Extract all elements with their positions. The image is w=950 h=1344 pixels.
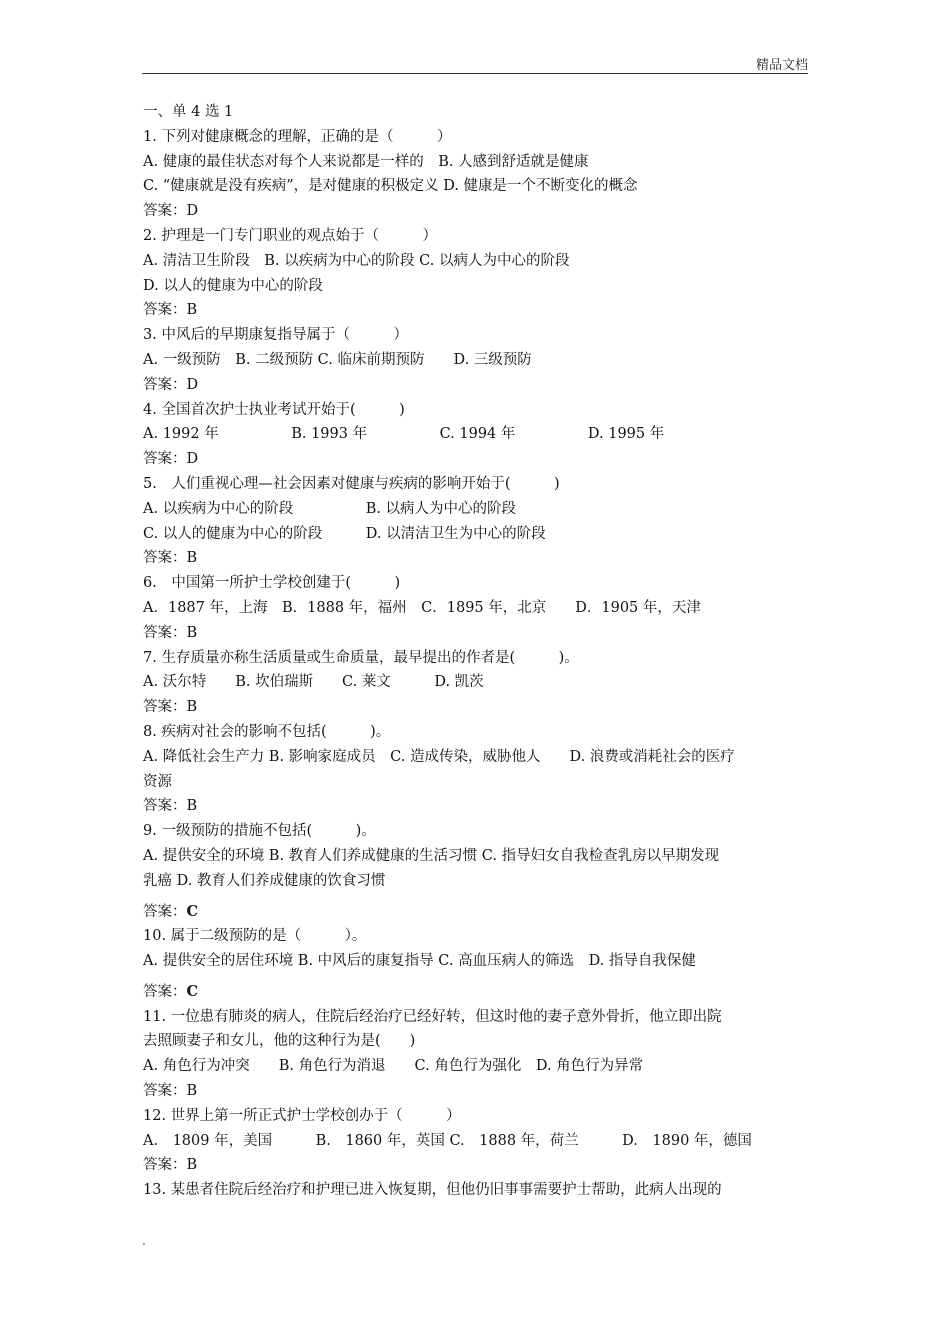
line-text: A. 清洁卫生阶段 B. 以疾病为中心的阶段 C. 以病人为中心的阶段 xyxy=(143,252,570,269)
text-line xyxy=(143,1054,813,1079)
line-text: A. 健康的最佳状态对每个人来说都是一样的 B. 人感到舒适就是健康 xyxy=(143,153,589,170)
footer-mark: . xyxy=(142,1234,146,1248)
line-text: A．1887 年，上海 B．1888 年，福州 C．1895 年，北京 D．1905 年，天津 xyxy=(143,599,701,616)
text-line xyxy=(143,695,813,720)
text-line xyxy=(143,298,813,323)
text-line xyxy=(143,1005,813,1030)
line-text: A. 降低社会生产力 B. 影响家庭成员 C. 造成传染，威胁他人 D. 浪费或消耗社会的医疗 xyxy=(143,748,735,765)
line-text: 答案：B xyxy=(143,550,198,567)
text-line xyxy=(143,1029,813,1054)
line-text: 9. 一级预防的措施不包括( )。 xyxy=(143,823,376,840)
line-text: A. 沃尔特 B. 坎伯瑞斯 C. 莱文 D. 凯茨 xyxy=(143,674,484,691)
page-header-label: 精品文档 xyxy=(755,58,808,73)
line-text: 答案：B xyxy=(143,624,198,641)
text-line xyxy=(143,249,813,274)
text-line xyxy=(143,199,813,224)
text-line xyxy=(143,819,813,844)
line-text: 答案： xyxy=(143,903,187,920)
text-line xyxy=(143,596,813,621)
line-text: 11. 一位患有肺炎的病人，住院后经治疗已经好转，但这时他的妻子意外骨折，他立即出院 xyxy=(143,1008,722,1025)
text-line xyxy=(143,1153,813,1178)
line-text: 10. 属于二级预防的是（ ）。 xyxy=(143,928,367,945)
line-text: 答案： xyxy=(143,983,187,1000)
text-line xyxy=(143,497,813,522)
line-text: 答案：D xyxy=(143,376,199,393)
line-text: 13. 某患者住院后经治疗和护理已进入恢复期，但他仍旧事事需要护士帮助，此病人出现的 xyxy=(143,1182,722,1199)
text-line xyxy=(143,472,813,497)
text-line xyxy=(143,323,813,348)
text-line xyxy=(143,422,813,447)
line-text: 乳癌 D. 教育人们养成健康的饮食习惯 xyxy=(143,872,386,889)
text-line xyxy=(143,794,813,819)
text-line xyxy=(143,980,813,1005)
text-line xyxy=(143,869,813,894)
question-lines xyxy=(143,125,813,1203)
line-text: C. “健康就是没有疾病”，是对健康的积极定义 D. 健康是一个不断变化的概念 xyxy=(143,178,638,195)
text-line xyxy=(143,125,813,150)
text-line xyxy=(143,447,813,472)
line-text: 答案：B xyxy=(143,798,198,815)
text-line xyxy=(143,924,813,949)
line-text: A. 提供安全的居住环境 B. 中风后的康复指导 C. 高血压病人的筛选 D. 指导自我保健 xyxy=(143,953,696,970)
text-line xyxy=(143,949,813,974)
line-text: 去照顾妻子和女儿，他的这种行为是( ) xyxy=(143,1033,416,1050)
line-text: 5. 人们重视心理—社会因素对健康与疾病的影响开始于( ) xyxy=(143,475,560,492)
line-text: 4. 全国首次护士执业考试开始于( ) xyxy=(143,401,405,418)
line-text: A. 角色行为冲突 B. 角色行为消退 C. 角色行为强化 D. 角色行为异常 xyxy=(143,1058,644,1075)
text-line xyxy=(143,621,813,646)
line-text: 6. 中国第一所护士学校创建于( ) xyxy=(143,575,401,592)
text-line xyxy=(143,571,813,596)
line-text: 答案：D xyxy=(143,451,199,468)
text-line xyxy=(143,373,813,398)
text-line xyxy=(143,1079,813,1104)
line-text: D. 以人的健康为中心的阶段 xyxy=(143,277,323,294)
text-line xyxy=(143,274,813,299)
line-text: 3. 中风后的早期康复指导属于（ ） xyxy=(143,327,408,344)
line-text: 1. 下列对健康概念的理解，正确的是（ ） xyxy=(143,128,452,145)
section-title: 一、单 4 选 1 xyxy=(143,104,234,120)
answer-value: C xyxy=(186,982,199,1000)
line-text: 2. 护理是一门专门职业的观点始于（ ） xyxy=(143,227,437,244)
line-text: 答案：D xyxy=(143,203,199,220)
text-line xyxy=(143,522,813,547)
line-text: 答案：B xyxy=(143,302,198,319)
line-text: 7. 生存质量亦称生活质量或生命质量，最早提出的作者是( )。 xyxy=(143,649,579,666)
text-line xyxy=(143,770,813,795)
text-line xyxy=(143,670,813,695)
line-text: 答案：B xyxy=(143,1157,198,1174)
answer-value: C xyxy=(186,902,199,920)
text-line xyxy=(143,745,813,770)
text-line xyxy=(143,398,813,423)
text-line xyxy=(143,1178,813,1203)
text-line xyxy=(143,348,813,373)
line-text: 答案：B xyxy=(143,1083,198,1100)
text-line xyxy=(143,224,813,249)
line-text: A. 1992 年 B. 1993 年 C. 1994 年 D. 1995 年 xyxy=(143,426,665,443)
line-text: 8. 疾病对社会的影响不包括( )。 xyxy=(143,723,391,740)
text-line xyxy=(143,174,813,199)
line-text: A. 以疾病为中心的阶段 B. 以病人为中心的阶段 xyxy=(143,500,517,517)
line-text: A. 一级预防 B. 二级预防 C. 临床前期预防 D. 三级预防 xyxy=(143,351,532,368)
text-line xyxy=(143,646,813,671)
text-line xyxy=(143,150,813,175)
text-line xyxy=(143,900,813,925)
header-rule xyxy=(142,73,808,74)
text-line xyxy=(143,546,813,571)
text-line xyxy=(143,1104,813,1129)
line-text: A. 1809 年，美国 B. 1860 年，英国 C. 1888 年，荷兰 D. 1890 年，德国 xyxy=(143,1132,752,1149)
line-text: C. 以人的健康为中心的阶段 D. 以清洁卫生为中心的阶段 xyxy=(143,525,546,542)
text-line xyxy=(143,1129,813,1154)
line-text: A. 提供安全的环境 B. 教育人们养成健康的生活习惯 C. 指导妇女自我检查乳房以早期发现 xyxy=(143,847,720,864)
text-line xyxy=(143,844,813,869)
line-text: 12. 世界上第一所正式护士学校创办于（ ） xyxy=(143,1107,461,1124)
line-text: 资源 xyxy=(143,773,172,790)
document-body xyxy=(143,100,813,1203)
text-line xyxy=(143,720,813,745)
line-text: 答案：B xyxy=(143,699,198,716)
